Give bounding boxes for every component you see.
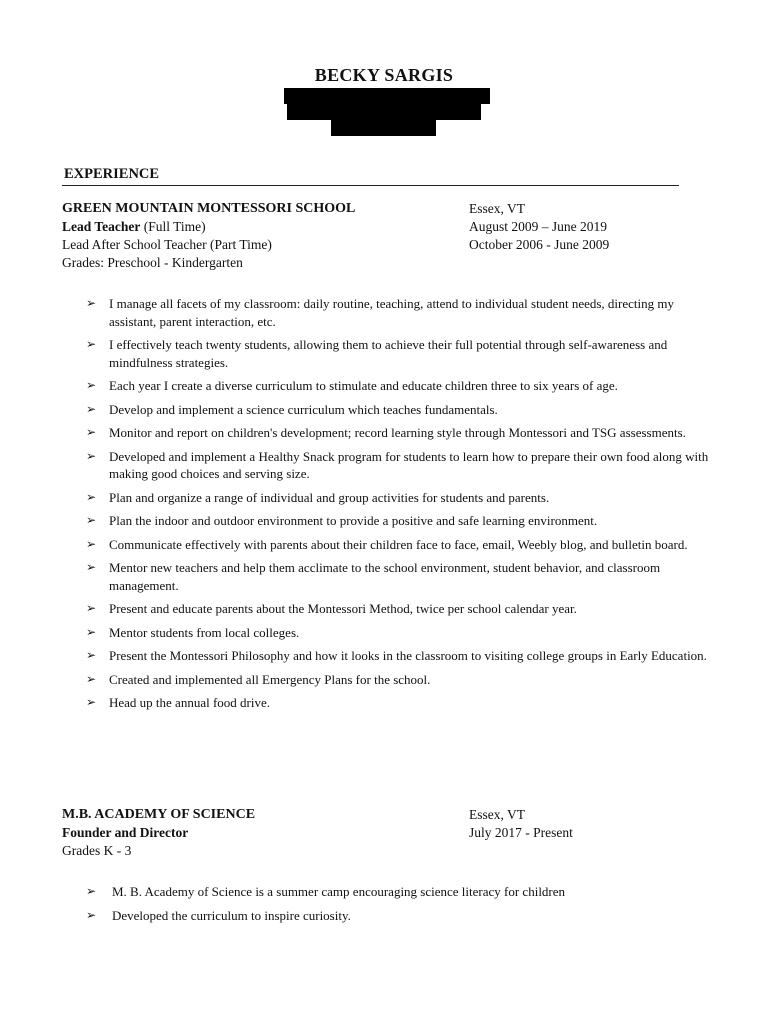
bullet-text: Created and implemented all Emergency Plans for the school. — [109, 671, 431, 687]
arrow-bullet-icon: ➢ — [86, 695, 97, 709]
bullet-item — [86, 448, 716, 483]
arrow-bullet-icon: ➢ — [86, 378, 97, 392]
bullet-item — [86, 559, 716, 594]
bullet-item — [86, 671, 716, 689]
bullet-item — [86, 907, 716, 925]
bullet-item — [86, 647, 716, 665]
arrow-bullet-icon: ➢ — [86, 337, 97, 351]
bullet-text: Each year I create a diverse curriculum to stimulate and educate children three to six years of age. — [109, 378, 618, 393]
arrow-bullet-icon: ➢ — [86, 907, 97, 922]
job-role-row — [62, 824, 622, 842]
job-header-green-mountain — [62, 200, 622, 272]
job1-bullet-list — [86, 295, 716, 718]
arrow-bullet-icon: ➢ — [86, 296, 97, 310]
bullet-text: Mentor new teachers and help them acclimate to the school environment, student behavior, and classroom management. — [109, 560, 661, 593]
bullet-item — [86, 536, 716, 554]
arrow-bullet-icon: ➢ — [86, 884, 97, 898]
role2-dates: October 2006 - June 2009 — [469, 237, 610, 252]
bullet-text: I manage all facets of my classroom: daily routine, teaching, attend to individual student needs, directing my assistant, parent interaction, etc. — [109, 296, 674, 329]
redacted-contact-line-3 — [331, 120, 436, 136]
bullet-text: Present the Montessori Philosophy and how it looks in the classroom to visiting college groups in Early Education. — [109, 648, 707, 663]
bullet-item — [86, 336, 716, 371]
arrow-bullet-icon: ➢ — [86, 624, 97, 639]
arrow-bullet-icon: ➢ — [86, 671, 97, 686]
job2-bullet-list — [86, 883, 716, 930]
bullet-item — [86, 512, 716, 530]
candidate-name: BECKY SARGIS — [314, 65, 454, 85]
bullet-text: Monitor and report on children's development; record learning style through Montessori and TSG assessments. — [109, 425, 686, 440]
arrow-bullet-icon: ➢ — [86, 448, 97, 463]
bullet-item — [86, 624, 716, 642]
arrow-bullet-icon: ➢ — [86, 560, 97, 574]
job-role-row — [62, 218, 622, 236]
arrow-bullet-icon: ➢ — [86, 489, 97, 504]
bullet-text: I effectively teach twenty students, allowing them to achieve their full potential through self-awareness and mindfulness strategies. — [109, 337, 668, 370]
bullet-text: Plan the indoor and outdoor environment to provide a positive and safe learning environment. — [109, 513, 598, 528]
job-grades-row — [62, 842, 622, 860]
role-line — [62, 218, 206, 236]
role-suffix: (Full Time) — [140, 219, 206, 234]
bullet-item — [86, 694, 716, 712]
bullet-item — [86, 600, 716, 618]
bullet-item — [86, 424, 716, 442]
company-location: Essex, VT — [469, 201, 525, 216]
role-dates: August 2009 – June 2019 — [469, 219, 607, 234]
bullet-item — [86, 295, 716, 330]
arrow-bullet-icon: ➢ — [86, 513, 97, 527]
bullet-text: Mentor students from local colleges. — [109, 624, 300, 640]
job-header-mb-academy — [62, 806, 622, 860]
job-grades-row — [62, 254, 622, 272]
role-title: Founder and Director — [62, 825, 189, 840]
role2-line: Lead After School Teacher (Part Time) — [62, 237, 272, 252]
arrow-bullet-icon: ➢ — [86, 601, 97, 615]
arrow-bullet-icon: ➢ — [86, 536, 97, 551]
bullet-text: Present and educate parents about the Montessori Method, twice per school calendar year. — [109, 601, 577, 616]
job-company-row — [62, 200, 622, 218]
arrow-bullet-icon: ➢ — [86, 648, 97, 662]
bullet-item — [86, 401, 716, 419]
role-dates: July 2017 - Present — [469, 825, 573, 840]
redacted-contact-line-1 — [284, 88, 490, 104]
bullet-item — [86, 489, 716, 507]
company-name: GREEN MOUNTAIN MONTESSORI SCHOOL — [62, 201, 356, 216]
bullet-text: Developed the curriculum to inspire curiosity. — [112, 907, 351, 923]
bullet-text: Developed and implement a Healthy Snack program for students to learn how to prepare their own food along with making good choices and serving size. — [109, 448, 709, 481]
grades-line: Grades: Preschool - Kindergarten — [62, 255, 243, 270]
section-divider — [62, 185, 679, 186]
bullet-text: Communicate effectively with parents about their children face to face, email, Weebly blog, and bulletin board. — [109, 536, 688, 552]
bullet-text: Head up the annual food drive. — [109, 695, 271, 710]
bullet-text: Plan and organize a range of individual and group activities for students and parents. — [109, 489, 550, 505]
arrow-bullet-icon: ➢ — [86, 401, 97, 416]
bullet-text: M. B. Academy of Science is a summer camp encouraging science literacy for children — [112, 884, 566, 899]
job-role2-row — [62, 236, 622, 254]
grades-line: Grades K - 3 — [62, 843, 132, 858]
job-company-row — [62, 806, 622, 824]
bullet-text: Develop and implement a science curriculum which teaches fundamentals. — [109, 401, 498, 417]
arrow-bullet-icon: ➢ — [86, 425, 97, 439]
section-title-experience: EXPERIENCE — [64, 166, 160, 182]
redacted-contact-line-2 — [287, 104, 481, 120]
role-title: Lead Teacher — [62, 219, 141, 234]
bullet-item — [86, 883, 716, 901]
bullet-item — [86, 377, 716, 395]
company-location: Essex, VT — [469, 807, 525, 822]
company-name: M.B. ACADEMY OF SCIENCE — [62, 807, 256, 822]
